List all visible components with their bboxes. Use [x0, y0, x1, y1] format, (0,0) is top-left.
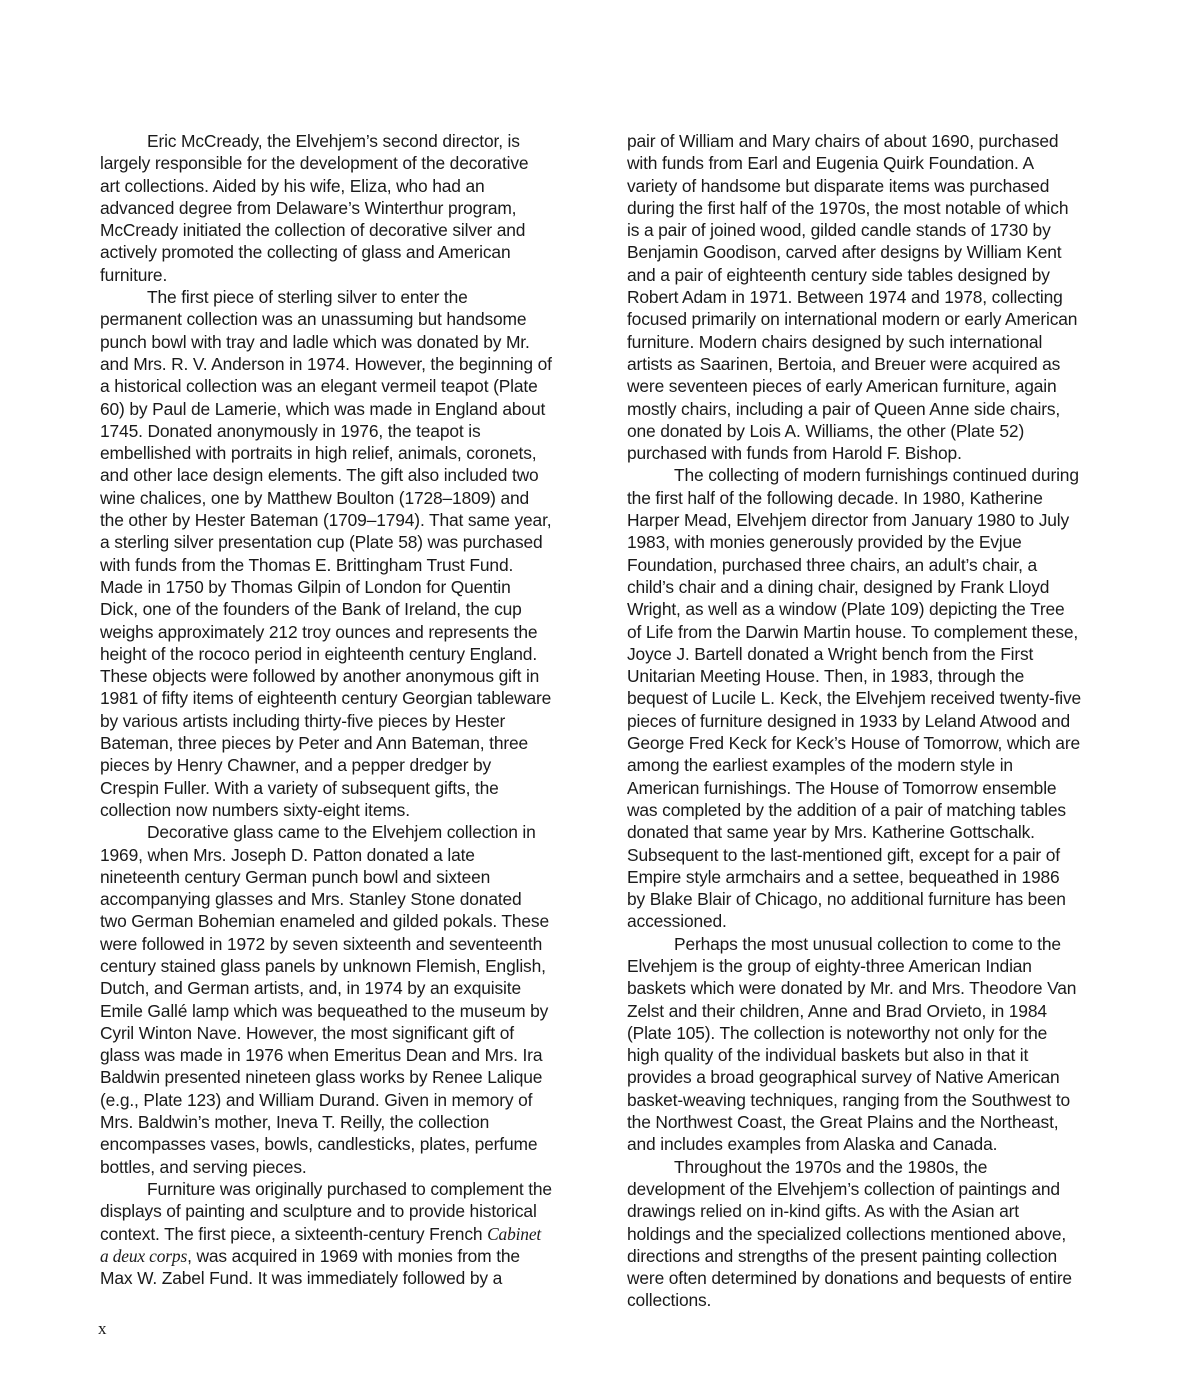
furniture-text-after: , was acquired in 1969 with monies from the Max W. Zabel Fund. It was immediately followed by a [100, 1245, 520, 1289]
paragraph-paintings-drawings: Throughout the 1970s and the 1980s, the development of the Elvehjem’s collection of paintings and drawings relied on in-kind gifts. As with the Asian art holdings and the specialized collections mentioned above, directions and strengths of the present painting collection were often determined by donations and bequests of entire collections. [627, 1156, 1072, 1311]
paragraph-indian-baskets: Perhaps the most unusual collection to come to the Elvehjem is the group of eighty-three American Indian baskets which were donated by Mr. and Mrs. Theodore Van Zelst and their children, Anne and Brad Orvieto, in 1984 (Plate 105). The collection is noteworthy not only for the high quality of the individual baskets but also in that it provides a broad geographical survey of Native American basket-weaving techniques, ranging from the Southwest to the Northwest Coast, the Great Plains and the Northeast, and includes examples from Alaska and Canada. [627, 933, 1077, 1155]
page-number: x [98, 1319, 107, 1338]
right-column [627, 130, 1082, 1312]
paragraph-mccready-intro: Eric McCready, the Elvehjem’s second director, is largely responsible for the development of the decorative art collections. Aided by his wife, Eliza, who had an advanced degree from Delaware’s Winterthur program, McCready initiated the collection of decorative silver and actively promoted the collecting of glass and American furniture. [100, 131, 529, 285]
furniture-text-before: Furniture was originally purchased to complement the displays of painting and sculpture and to provide historical context. The first piece, a sixteenth-century French [100, 1178, 552, 1244]
paragraph-sterling-silver: The first piece of sterling silver to enter the permanent collection was an unassuming but handsome punch bowl with tray and ladle which was donated by Mr. and Mrs. R. V. Anderson in 1974. However, the beginning of a historical collection was an elegant vermeil teapot (Plate 60) by Paul de Lamerie, which was made in England about 1745. Donated anonymously in 1976, the teapot is embellished with portraits in high relief, animals, coronets, and other lace design elements. The gift also included two wine chalices, one by Matthew Boulton (1728–1809) and the other by Hester Bateman (1709–1794). That same year, a sterling silver presentation cup (Plate 58) was purchased with funds from the Thomas E. Brittingham Trust Fund. Made in 1750 by Thomas Gilpin of London for Quentin Dick, one of the founders of the Bank of Ireland, the cup weighs approximately 212 troy ounces and represents the height of the rococo period in eighteenth century England. These objects were followed by another anonymous gift in 1981 of fifty items of eighteenth century Georgian tableware by various artists including thirty-five pieces by Hester Bateman, three pieces by Peter and Ann Bateman, three pieces by Henry Chawner, and a pepper dredger by Crespin Fuller. With a variety of subsequent gifts, the collection now numbers sixty-eight items. [100, 287, 552, 820]
paragraph-furniture [100, 1178, 552, 1289]
paragraph-decorative-glass: Decorative glass came to the Elvehjem collection in 1969, when Mrs. Joseph D. Patton donated a late nineteenth century German punch bowl and sixteen accompanying glasses and Mrs. Stanley Stone donated two German Bohemian enameled and gilded pokals. These were followed in 1972 by seven sixteenth and seventeenth century stained glass panels by unknown Flemish, English, Dutch, and German artists, and, in 1974 by an exquisite Emile Gallé lamp which was bequeathed to the museum by Cyril Winton Nave. However, the most significant gift of glass was made in 1976 when Emeritus Dean and Mrs. Ira Baldwin presented nineteen glass works by Renee Lalique (e.g., Plate 123) and William Durand. Given in memory of Mrs. Baldwin’s mother, Ineva T. Reilly, the collection encompasses vases, bowls, candlesticks, plates, perfume bottles, and serving pieces. [100, 822, 549, 1177]
paragraph-furniture-continued: pair of William and Mary chairs of about 1690, purchased with funds from Earl and Eugenia Quirk Foundation. A variety of handsome but disparate items was purchased during the first half of the 1970s, the most notable of which is a pair of joined wood, gilded candle stands of 1730 by Benjamin Goodison, carved after designs by William Kent and a pair of eighteenth century side tables designed by Robert Adam in 1971. Between 1974 and 1978, collecting focused primarily on international modern or early American furniture. Modern chairs designed by such international artists as Saarinen, Bertoia, and Breuer were acquired as were seventeen pieces of early American furniture, again mostly chairs, including a pair of Queen Anne side chairs, one donated by Lois A. Williams, the other (Plate 52) purchased with funds from Harold F. Bishop. [627, 131, 1078, 464]
paragraph-modern-furnishings: The collecting of modern furnishings continued during the first half of the following decade. In 1980, Katherine Harper Mead, Elvehjem director from January 1980 to July 1983, with monies generously provided by the Evjue Foundation, purchased three chairs, an adult’s chair, a child’s chair and a dining chair, designed by Frank Lloyd Wright, as well as a window (Plate 109) depicting the Tree of Life from the Darwin Martin house. To complement these, Joyce J. Bartell donated a Wright bench from the First Unitarian Meeting House. Then, in 1983, through the bequest of Lucile L. Keck, the Elvehjem received twenty-five pieces of furniture designed in 1933 by Leland Atwood and George Fred Keck for Keck’s House of Tomorrow, which are among the earliest examples of the modern style in American furnishings. The House of Tomorrow ensemble was completed by the addition of a pair of matching tables donated that same year by Mrs. Katherine Gottschalk. Subsequent to the last-mentioned gift, except for a pair of Empire style armchairs and a settee, bequeathed in 1986 by Blake Blair of Chicago, no additional furniture has been accessioned. [627, 465, 1082, 932]
left-column [100, 130, 552, 1289]
cabinet-title-italic: Cabinet a deux corps [100, 1223, 542, 1266]
